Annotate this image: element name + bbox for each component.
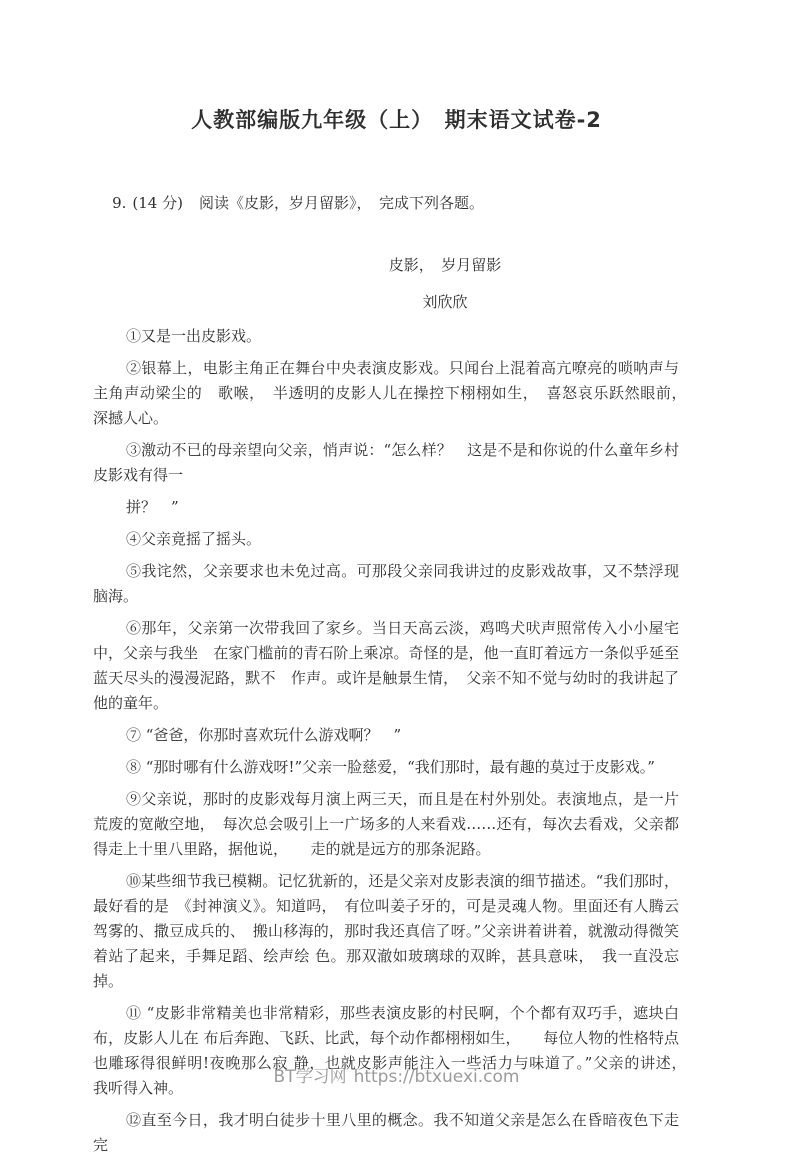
reading-paragraph: 拼？ ” — [126, 498, 179, 516]
question-prompt: 阅读《皮影，岁月留影》， 完成下列各题。 — [198, 194, 484, 212]
question-score: (14 分) — [132, 194, 183, 212]
reading-paragraph: ⑧ “那时哪有什么游戏呀!”父亲一脸慈爱，“我们那时，最有趣的莫过于皮影戏。” — [126, 758, 655, 776]
reading-title: 皮影， 岁月留影 — [388, 256, 502, 274]
reading-paragraph: ⑥那年，父亲第一次带我回了家乡。当日天高云淡，鸡鸣犬吠声照常传入小小屋宅中，父亲与我坐 在家门槛前的青石阶上乘凉。奇怪的是，他一直盯着远方一条似乎延至蓝天尽头的漫漫泥路，默不 作声。或许是触景生情， 父亲不知不觉与幼时的我讲起了他的童年。 — [93, 619, 679, 712]
reading-paragraph: ①又是一出皮影戏。 — [126, 327, 262, 345]
reading-paragraph: ⑫直至今日，我才明白徒步十里八里的概念。我不知道父亲是怎么在昏暗夜色下走完 — [93, 1111, 679, 1154]
footer-site-name: BT学习网 — [273, 1067, 347, 1087]
reading-paragraph: ②银幕上，电影主角正在舞台中央表演皮影戏。只闻台上混着高亢嘹亮的唢呐声与主角声动梁尘的 歌喉， 半透明的皮影人儿在操控下栩栩如生， 喜怒哀乐跃然眼前， 深撼人心。 — [93, 359, 695, 427]
reading-paragraph: ⑦ “爸爸，你那时喜欢玩什么游戏啊？ ” — [126, 726, 402, 744]
page-footer — [0, 1062, 793, 1087]
reading-paragraph: ③激动不已的母亲望向父亲，悄声说：“怎么样？ 这是不是和你说的什么童年乡村皮影戏有得一 — [93, 441, 679, 484]
question-number: 9. — [112, 194, 127, 212]
reading-paragraph: ⑤我诧然，父亲要求也未免过高。可那段父亲同我讲过的皮影戏故事，又不禁浮现脑海。 — [93, 562, 679, 605]
reading-paragraph: ④父亲竟摇了摇头。 — [126, 530, 262, 548]
reading-paragraph: ⑨父亲说，那时的皮影戏每月演上两三天，而且是在村外别处。表演地点，是一片荒废的宽敞空地， 每次总会吸引上一广场多的人来看戏……还有，每次去看戏，父亲都得走上十里八里路，据他说， 走的就是远方的那条泥路。 — [93, 790, 679, 858]
reading-paragraph: ⑪ “皮影非常精美也非常精彩，那些表演皮影的村民啊，个个都有双巧手，遮块白布，皮影人儿在 布后奔跑、飞跃、比武，每个动作都栩栩如生， 每位人物的性格特点也雕琢得很鲜明!夜晚那么寂 静，也就皮影声能注入一些活力与味道了。”父亲的讲述， 我听得入神。 — [93, 1004, 695, 1097]
question-line — [93, 164, 683, 242]
reading-passage — [93, 324, 695, 1158]
document-title: 人教部编版九年级（上） 期末语文试卷-2 — [191, 108, 602, 132]
reading-paragraph: ⑩某些细节我已模糊。记忆犹新的，还是父亲对皮影表演的细节描述。“我们那时，最好看的是 《封神演义》。知道吗， 有位叫姜子牙的，可是灵魂人物。里面还有人腾云驾雾的、撒豆成兵的、 搬山移海的，那时我还真信了呀。”父亲讲着讲着，就激动得微笑着站了起来，手舞足蹈、绘声绘 色。那双澈如玻璃球的双眸，甚具意味， 我一直没忘掉。 — [93, 872, 679, 990]
footer-url[interactable]: https://btxuexi.com — [353, 1067, 520, 1087]
reading-author: 刘欣欣 — [422, 293, 468, 311]
